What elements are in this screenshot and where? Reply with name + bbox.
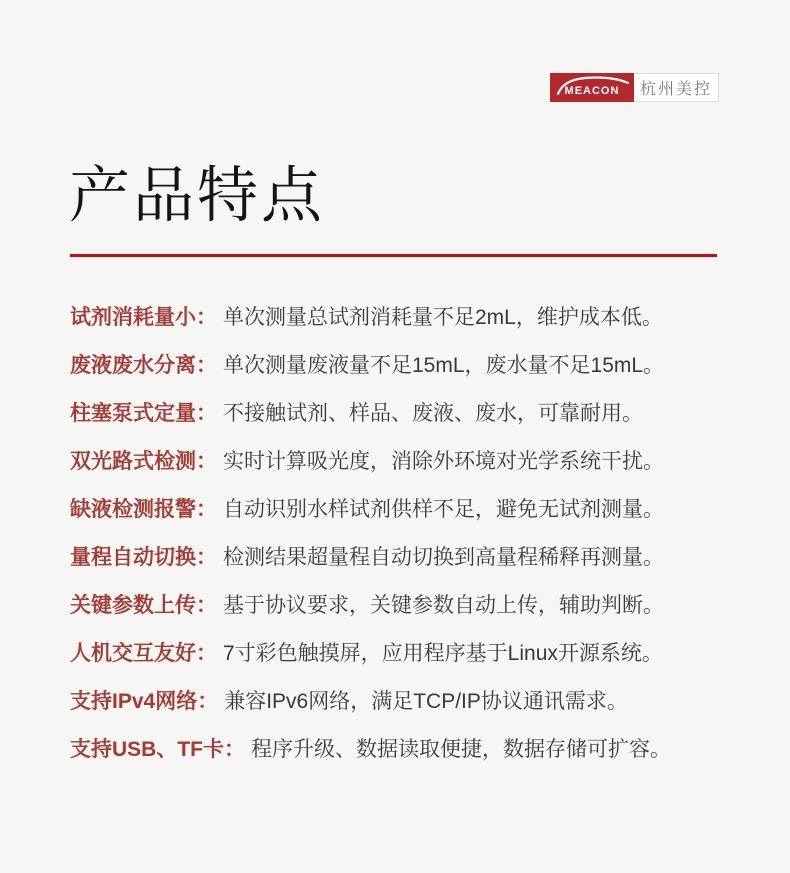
feature-label: 关键参数上传： [70, 594, 217, 617]
feature-description: 程序升级、数据读取便捷，数据存储可扩容。 [251, 738, 671, 761]
feature-row [70, 534, 730, 582]
feature-label: 支持IPv4网络： [70, 690, 219, 713]
feature-row [70, 294, 730, 342]
feature-row [70, 438, 730, 486]
feature-description: 自动识别水样试剂供样不足，避免无试剂测量。 [223, 498, 664, 521]
feature-description: 7寸彩色触摸屏，应用程序基于Linux开源系统。 [223, 642, 663, 665]
brand-name: MEACON [564, 85, 620, 97]
feature-row [70, 630, 730, 678]
feature-label: 双光路式检测： [70, 450, 217, 473]
feature-description: 基于协议要求，关键参数自动上传，辅助判断。 [223, 594, 664, 617]
feature-description: 兼容IPv6网络，满足TCP/IP协议通讯需求。 [224, 690, 628, 713]
feature-label: 缺液检测报警： [70, 498, 217, 521]
feature-description: 单次测量废液量不足15mL，废水量不足15mL。 [223, 354, 665, 377]
swoosh-icon [550, 73, 634, 102]
feature-description: 不接触试剂、样品、废液、废水，可靠耐用。 [223, 402, 643, 425]
feature-row [70, 486, 730, 534]
feature-row [70, 726, 730, 774]
feature-description: 实时计算吸光度，消除外环境对光学系统干扰。 [223, 450, 664, 473]
page-title: 产品特点 [69, 161, 326, 229]
feature-label: 试剂消耗量小： [70, 306, 217, 329]
feature-row [70, 390, 730, 438]
title-divider [70, 254, 717, 257]
feature-description: 单次测量总试剂消耗量不足2mL，维护成本低。 [223, 306, 663, 329]
feature-row [70, 678, 730, 726]
feature-label: 支持USB、TF卡： [70, 738, 245, 761]
company-name: 杭州美控 [634, 73, 719, 102]
feature-list [70, 294, 730, 774]
feature-description: 检测结果超量程自动切换到高量程稀释再测量。 [223, 546, 664, 569]
feature-label: 废液废水分离： [70, 354, 217, 377]
feature-row [70, 342, 730, 390]
feature-row [70, 582, 730, 630]
feature-label: 量程自动切换： [70, 546, 217, 569]
brand-logo-mark [550, 73, 634, 102]
brand-logo [550, 73, 719, 102]
feature-label: 柱塞泵式定量： [70, 402, 217, 425]
feature-label: 人机交互友好： [70, 642, 217, 665]
